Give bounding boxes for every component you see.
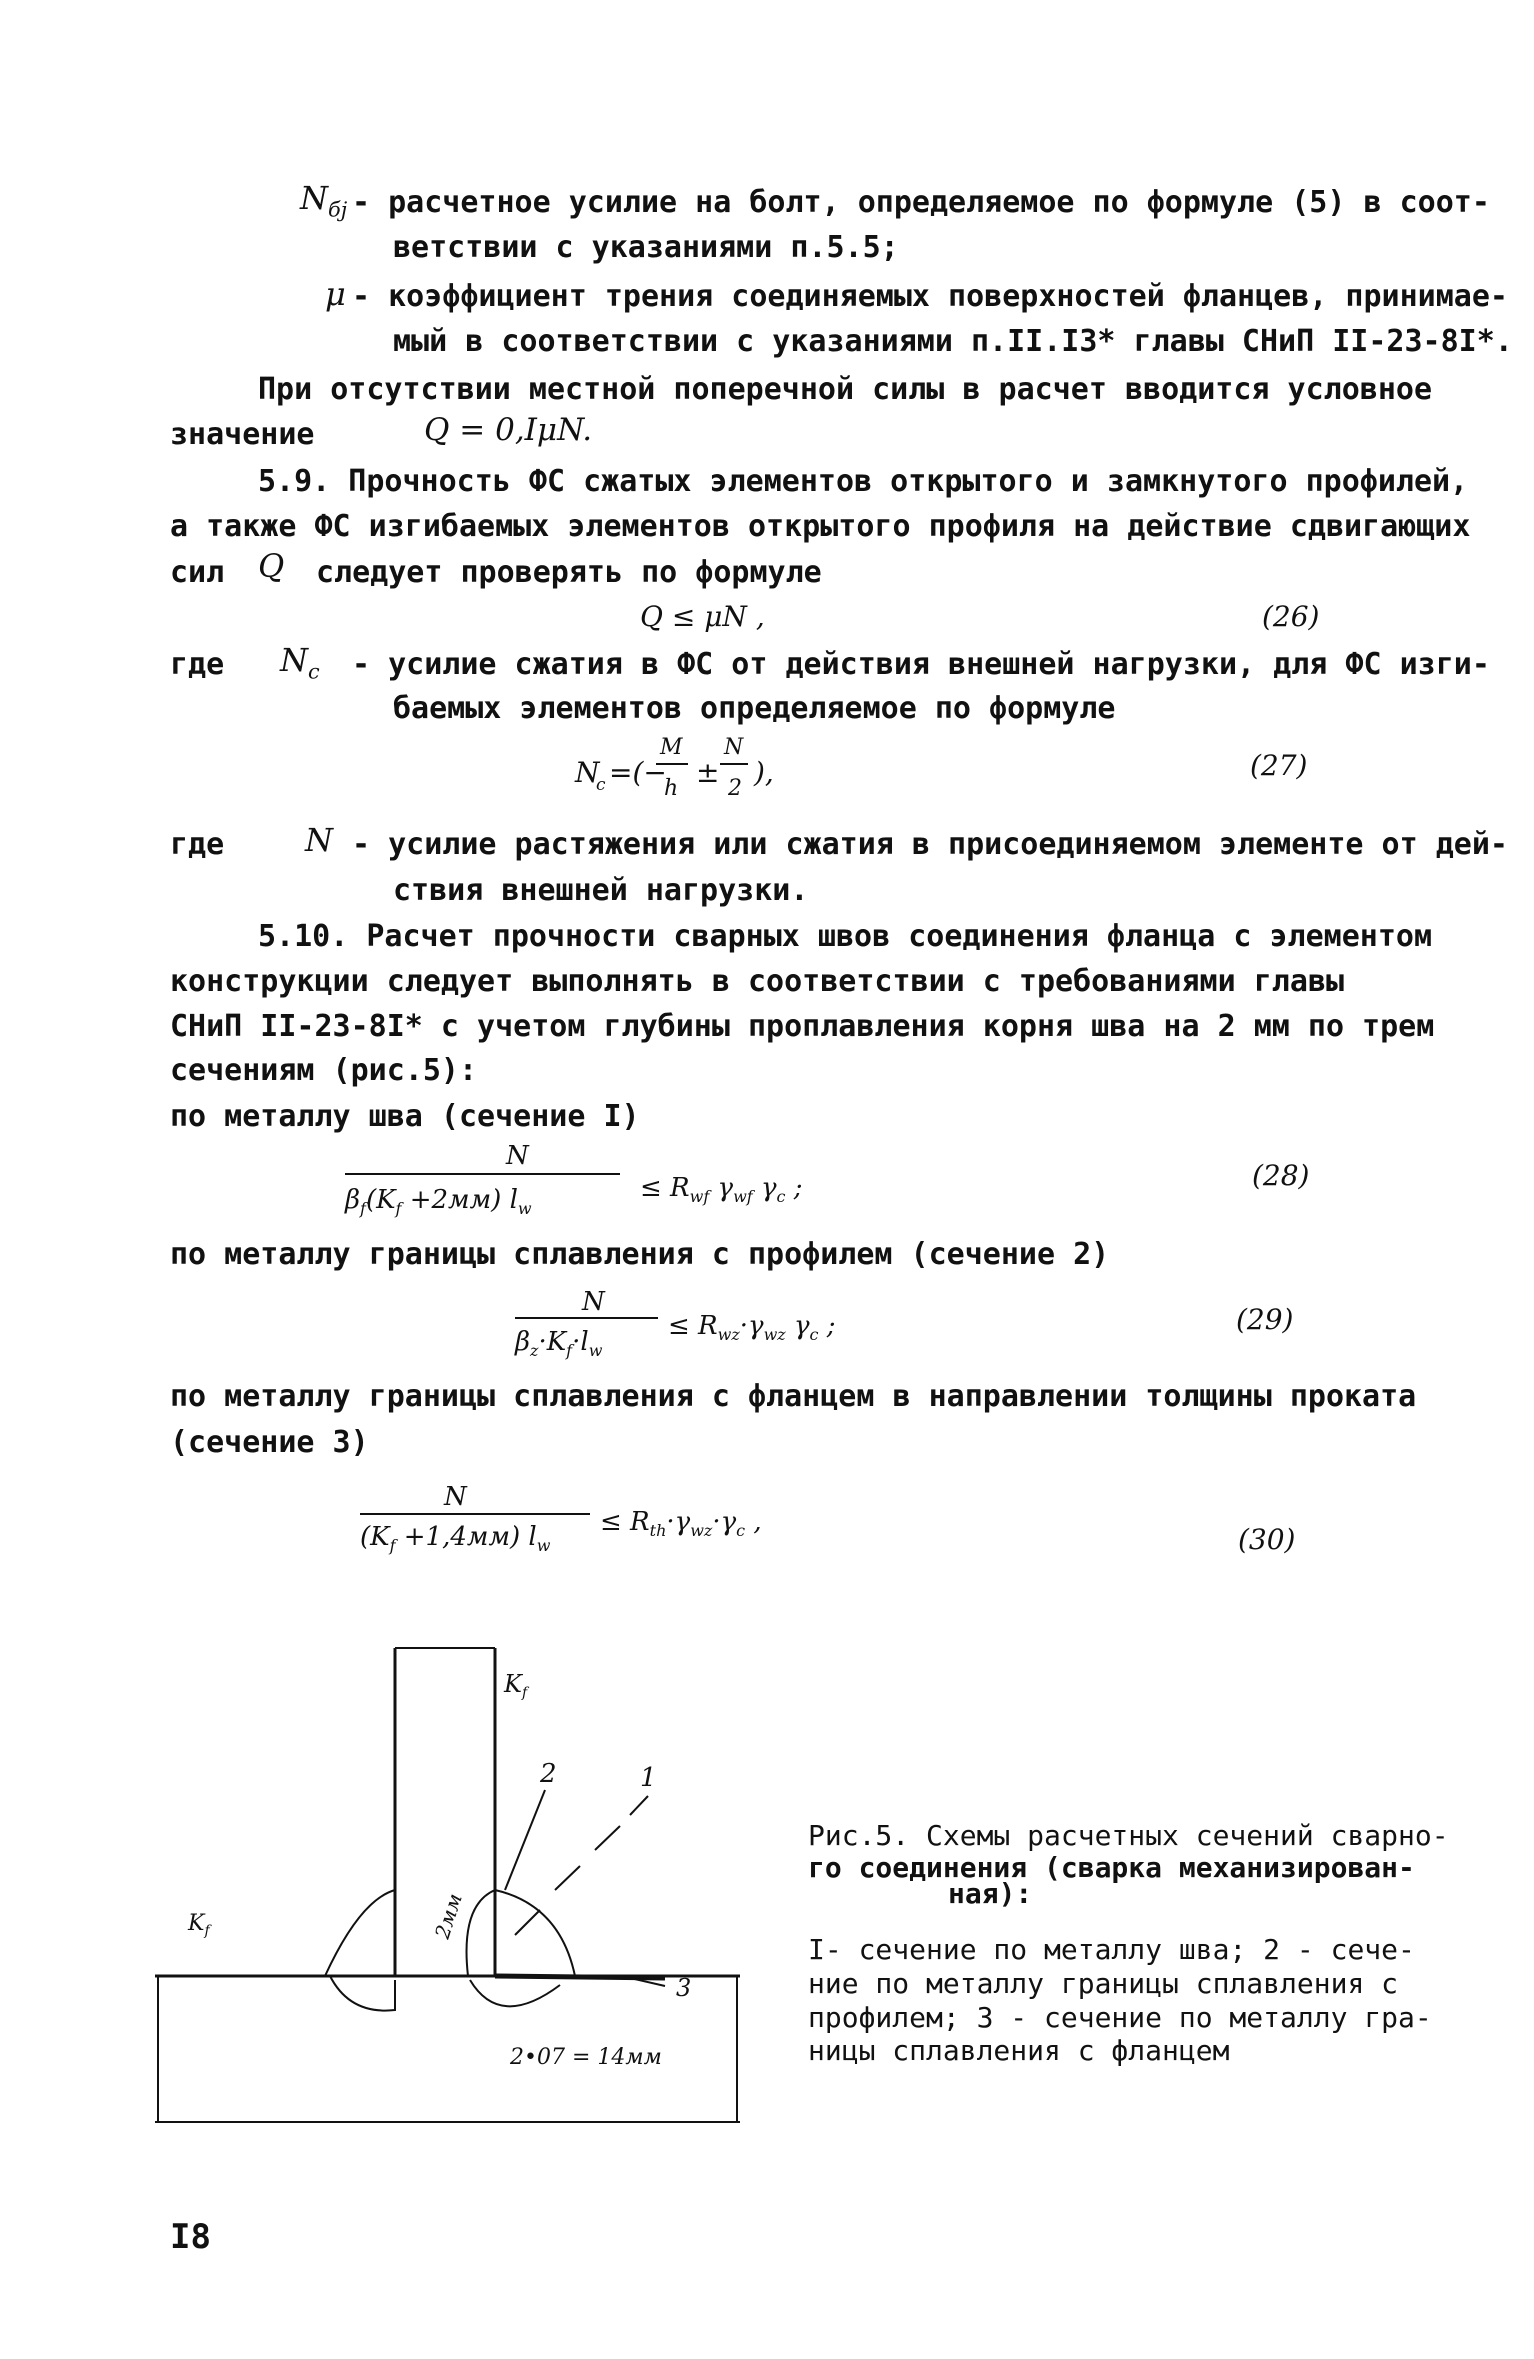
svg-text:N: N bbox=[506, 1141, 529, 1171]
text-line: (сечение 3) bbox=[170, 1425, 369, 1460]
label-3: 3 bbox=[676, 1974, 692, 2002]
svg-text:h: h bbox=[664, 776, 679, 801]
symbol-mu: μ bbox=[325, 275, 346, 313]
text-line: - расчетное усилие на болт, определяемое по формуле (5) в соот- bbox=[352, 185, 1490, 220]
symbol-n-c: $N_c$ bbox=[280, 641, 320, 684]
text-line: - усилие сжатия в ФС от действия внешней нагрузки, для ФС изги- bbox=[352, 647, 1490, 682]
svg-text:βf(Kf +2мм) lw: $\beta_f(K_f +2мм)$ $l_w$ bbox=[345, 1185, 532, 1218]
equation-26-number: (26) bbox=[1262, 600, 1320, 633]
text-line: значение bbox=[170, 417, 315, 452]
figure-caption-title: Рис.5. Схемы расчетных сечений сварно- bbox=[808, 1819, 1449, 1852]
symbol-n: N bbox=[305, 821, 333, 859]
label-2mm: 2мм bbox=[429, 1890, 467, 1942]
svg-text:c: c bbox=[596, 775, 606, 795]
text-line: - усилие растяжения или сжатия в присоединяемом элементе от дей- bbox=[352, 827, 1508, 862]
formula-qh: Q = 0,IμN. bbox=[424, 412, 593, 448]
label-1: 1 bbox=[640, 1763, 657, 1793]
text-line: следует проверять по формуле bbox=[316, 555, 822, 590]
label-kf-top: $K_f$ bbox=[504, 1670, 528, 1701]
figure-caption-title: го соединения (сварка механизирован- bbox=[808, 1851, 1415, 1884]
svg-text:N: N bbox=[444, 1482, 467, 1512]
label-2: 2 bbox=[540, 1759, 557, 1789]
text-line: ветствии с указаниями п.5.5; bbox=[393, 230, 899, 265]
label-thickness: 2•07 = 14мм bbox=[510, 2045, 662, 2070]
text-line: а также ФС изгибаемых элементов открытого профиля на действие сдвигающих bbox=[170, 509, 1471, 544]
text-line: мый в соответствии с указаниями п.II.I3* главы СНиП II-23-8I*. bbox=[393, 324, 1513, 359]
text-line: где bbox=[170, 827, 225, 862]
svg-text:βz·Kf·lw: $\beta_z\cdot K_f\cdot l_w$ bbox=[515, 1327, 603, 1360]
svg-text:N: N bbox=[582, 1287, 605, 1317]
text-line: по металлу границы сплавления с профилем (сечение 2) bbox=[170, 1237, 1110, 1272]
page-number: I8 bbox=[170, 2217, 211, 2257]
equation-27-number: (27) bbox=[1250, 749, 1308, 782]
text-line: СНиП II-23-8I* с учетом глубины проплавления корня шва на 2 мм по трем bbox=[170, 1009, 1435, 1044]
text-line: сечениям (рис.5): bbox=[170, 1053, 478, 1088]
text-line: 5.9. Прочность ФС сжатых элементов открытого и замкнутого профилей, bbox=[258, 464, 1469, 499]
svg-text:2: 2 bbox=[728, 776, 742, 801]
svg-text:N: N bbox=[724, 735, 744, 760]
equation-26: Q ≤ μN , bbox=[640, 600, 765, 633]
equation-29-number: (29) bbox=[1236, 1303, 1294, 1336]
text-line: ствия внешней нагрузки. bbox=[393, 873, 809, 908]
svg-text:),: ), bbox=[754, 756, 774, 789]
text-line: 5.10. Расчет прочности сварных швов соединения фланца с элементом bbox=[258, 919, 1432, 954]
text-line: где bbox=[170, 647, 225, 682]
text-line: баемых элементов определяемое по формуле bbox=[393, 691, 1116, 726]
svg-text:N: N bbox=[575, 756, 600, 789]
svg-text:±: ± bbox=[696, 756, 720, 789]
figure-caption-body: I- сечение по металлу шва; 2 - сече- bbox=[808, 1933, 1415, 1966]
equation-30-number: (30) bbox=[1238, 1523, 1296, 1556]
symbol-q: Q bbox=[258, 547, 285, 585]
equation-28-number: (28) bbox=[1252, 1159, 1310, 1192]
figure-caption-body: ние по металлу границы сплавления с bbox=[808, 1967, 1399, 2000]
label-kf-left: $K_f$ bbox=[188, 1911, 210, 1939]
svg-text:M: M bbox=[660, 735, 683, 760]
text-line: конструкции следует выполнять в соответствии с требованиями главы bbox=[170, 964, 1344, 999]
svg-text:≤ Rwf γwf γc ;: ≤ $R_{wf}$ $\gamma_{wf}$ $\gamma_c$ ; bbox=[640, 1173, 803, 1206]
text-line: При отсутствии местной поперечной силы в расчет вводится условное bbox=[258, 372, 1432, 407]
symbol-n-bj: $N_{бj}$ bbox=[300, 179, 348, 222]
text-line: - коэффициент трения соединяемых поверхностей фланцев, принимае- bbox=[352, 279, 1508, 314]
figure-caption-title: ная): bbox=[948, 1877, 1033, 1910]
text-line: по металлу границы сплавления с фланцем в направлении толщины проката bbox=[170, 1379, 1417, 1414]
figure-caption-body: профилем; 3 - сечение по металлу гра- bbox=[808, 2001, 1432, 2034]
svg-text:=(−: =(− bbox=[609, 756, 667, 789]
svg-text:≤ Rth·γwz·γc ,: ≤ $R_{th}\cdot\gamma_{wz}\cdot\gamma_c$ , bbox=[600, 1507, 762, 1540]
svg-text:≤ Rwz·γwz γc ;: ≤ $R_{wz}\cdot\gamma_{wz}$ $\gamma_c$ ; bbox=[668, 1311, 836, 1344]
svg-text:(Kf +1,4мм) lw: $(K_f +1,4мм)$ $l_w$ bbox=[360, 1522, 551, 1555]
figure-caption-body: ницы сплавления с фланцем bbox=[808, 2034, 1230, 2067]
text-line: сил bbox=[170, 555, 225, 590]
text-line: по металлу шва (сечение I) bbox=[170, 1099, 640, 1134]
